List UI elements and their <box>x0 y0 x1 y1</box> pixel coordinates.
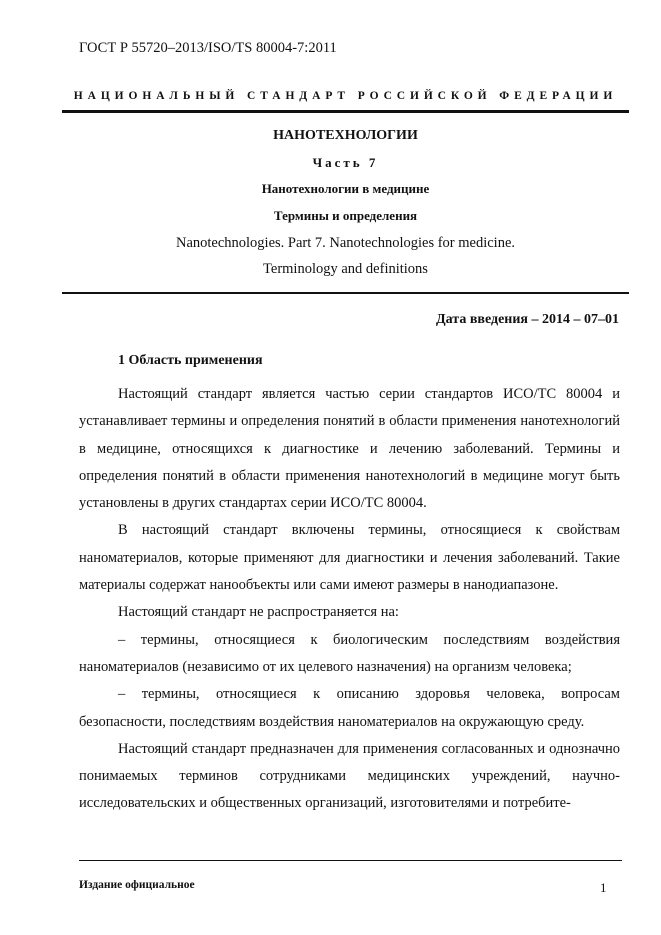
introduction-date: Дата введения – 2014 – 07–01 <box>436 312 619 327</box>
footer-divider <box>79 860 622 861</box>
paragraph: Настоящий стандарт является частью серии стандартов ИСО/ТС 80004 и устанавливает термины и определения понятий в области применения нанотехнологий в медицине, относящихся к диагностике и лечению заболеваний. Термины и определения понятий в области применения нанотехнологий в медицине могут быть установлены в других стандартах серии ИСО/ТС 80004. <box>79 386 620 512</box>
page-number: 1 <box>600 880 607 895</box>
document-part: Часть 7 <box>312 155 379 170</box>
document-code: ГОСТ Р 55720–2013/ISO/TS 80004-7:2011 <box>79 40 337 56</box>
paragraph: Настоящий стандарт предназначен для применения согласованных и однозначно понимаемых терминов сотрудниками медицинских учреждений, научно-исследовательских и общественных организаций, изготовителями и потребите- <box>79 740 620 812</box>
english-title-line-1: Nanotechnologies. Part 7. Nanotechnologies for medicine. <box>175 235 516 251</box>
document-title: НАНОТЕХНОЛОГИИ <box>273 128 418 143</box>
paragraph: Настоящий стандарт не распространяется на: <box>118 604 399 621</box>
section-body <box>79 381 620 818</box>
header-divider <box>62 110 629 113</box>
section-heading: 1 Область применения <box>118 353 263 368</box>
paragraph: – термины, относящиеся к описанию здоровья человека, вопросам безопасности, последствиям воздействия наноматериалов на окружающую среду. <box>79 686 620 730</box>
document-subtitle: Нанотехнологии в медицине <box>261 181 430 196</box>
paragraph: – термины, относящиеся к биологическим последствиям воздействия наноматериалов (независимо от их целевого назначения) на организм человека; <box>79 631 620 675</box>
paragraph: В настоящий стандарт включены термины, относящиеся к свойствам наноматериалов, которые применяют для диагностики и лечения заболеваний. Такие материалы содержат нанообъекты или сами имеют размеры в нанодиапазоне. <box>79 522 620 594</box>
official-edition-label: Издание официальное <box>79 879 195 891</box>
national-standard-header: НАЦИОНАЛЬНЫЙ СТАНДАРТ РОССИЙСКОЙ ФЕДЕРАЦИИ <box>73 90 618 102</box>
english-title-line-2: Terminology and definitions <box>263 261 428 277</box>
title-divider <box>62 292 629 294</box>
document-subtitle-terms: Термины и определения <box>273 208 418 223</box>
